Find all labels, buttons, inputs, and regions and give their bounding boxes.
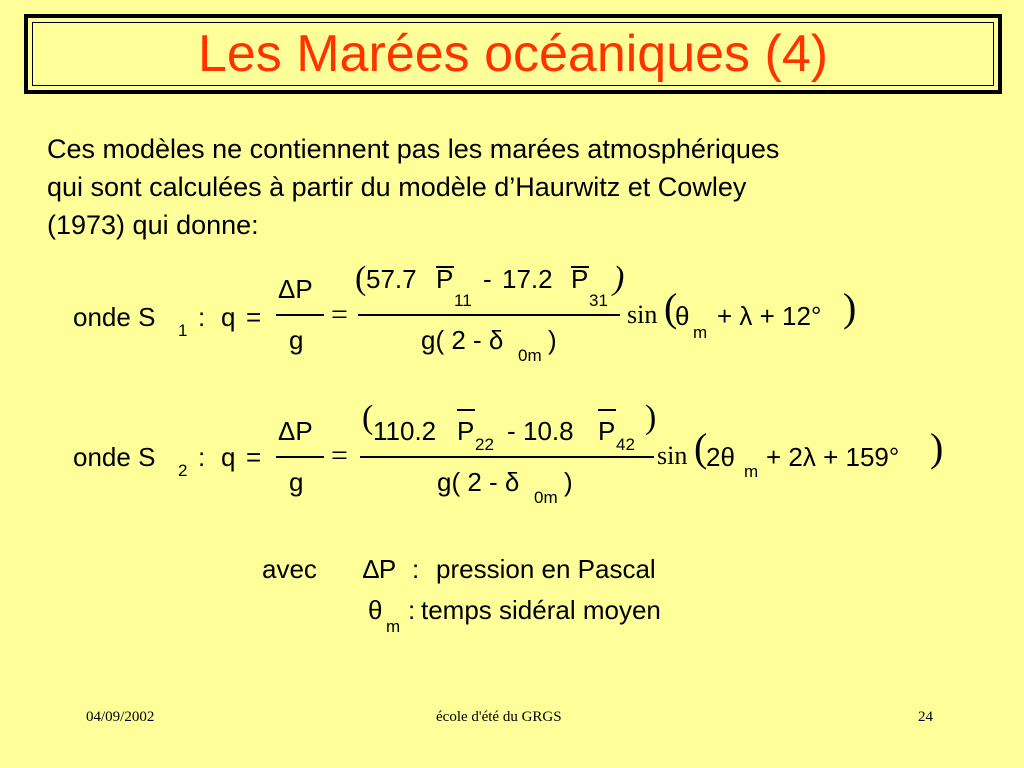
eq2-num-b: 10.8 xyxy=(523,416,574,446)
eq2-label-sub: 2 xyxy=(178,461,188,480)
eq2-num-open-paren: ( xyxy=(362,399,374,436)
eq1-num-close-paren: ) xyxy=(613,260,625,297)
eq2-overbar-b xyxy=(598,409,616,411)
eq2-delta-p: ΔP xyxy=(278,416,313,446)
eq2-q: q xyxy=(221,442,236,472)
eq2-theta-sub: m xyxy=(744,462,759,481)
eq2-sin: sin xyxy=(657,441,688,470)
eq1-sub-a: 11 xyxy=(454,291,472,310)
eq2-p-b: P xyxy=(598,416,616,446)
legend-sidereal-desc: temps sidéral moyen xyxy=(421,595,661,625)
eq2-label: onde S xyxy=(73,442,156,472)
eq1-frac1-bar xyxy=(276,314,324,316)
eq2-g: g xyxy=(289,467,304,497)
eq2-colon: : xyxy=(198,442,206,472)
eq1-sin: sin xyxy=(627,300,658,329)
eq2-denominator: g( 2 - δ xyxy=(437,467,520,497)
legend-colon-1: : xyxy=(412,554,420,584)
legend-colon-2: : xyxy=(408,595,416,625)
eq1-sin-close-paren: ) xyxy=(843,285,857,330)
eq2-frac2-bar xyxy=(360,456,654,458)
legend-delta-p: ∆P xyxy=(363,554,397,584)
eq1-p-b: P xyxy=(571,264,589,294)
eq1-label-sub: 1 xyxy=(178,321,188,340)
eq1-num-open-paren: ( xyxy=(355,260,367,297)
eq2-num-a: 110.2 xyxy=(373,416,437,446)
intro-line-3: (1973) qui donne: xyxy=(47,210,259,240)
eq1-sin-open-paren: ( xyxy=(664,285,678,330)
eq1-sub-b: 31 xyxy=(589,291,608,310)
eq1-q: q xyxy=(221,302,236,332)
legend-theta: θ xyxy=(368,595,383,625)
eq2-den-close: ) xyxy=(564,467,573,497)
eq2-rest: + 2λ + 159° xyxy=(766,442,900,472)
eq2-sub-b: 42 xyxy=(616,435,635,454)
eq1-rest: + λ + 12° xyxy=(717,301,822,331)
legend-theta-sub: m xyxy=(386,617,401,636)
eq2-sin-close-paren: ) xyxy=(930,425,944,470)
legend-avec: avec xyxy=(262,554,317,584)
title-frame xyxy=(24,14,1002,94)
eq1-label: onde S xyxy=(73,302,156,332)
eq2-equals-2: = xyxy=(331,439,348,472)
eq2-overbar-a xyxy=(457,409,475,411)
eq2-den-sub: 0m xyxy=(534,488,558,507)
eq2-theta: 2θ xyxy=(706,442,735,472)
eq1-den-close: ) xyxy=(548,325,557,355)
eq2-minus: - xyxy=(507,416,516,446)
intro-line-1: Ces modèles ne contiennent pas les marées atmosphériques xyxy=(47,134,780,164)
footer-date: 04/09/2002 xyxy=(86,709,155,725)
eq1-colon: : xyxy=(198,302,206,332)
slide-title: Les Marées océaniques (4) xyxy=(197,25,829,83)
eq1-p-a: P xyxy=(436,264,454,294)
footer-center-text: école d'été du GRGS xyxy=(436,709,562,725)
eq1-equals: = xyxy=(246,302,262,332)
eq1-frac2-bar xyxy=(358,314,620,316)
intro-paragraph xyxy=(47,130,987,244)
eq2-equals: = xyxy=(246,442,262,472)
eq2-frac1-bar xyxy=(276,456,324,458)
eq1-minus: - xyxy=(483,264,492,294)
eq2-sin-open-paren: ( xyxy=(694,425,708,470)
eq2-p-a: P xyxy=(457,416,475,446)
eq1-theta-sub: m xyxy=(693,323,708,342)
intro-line-2: qui sont calculées à partir du modèle d’Haurwitz et Cowley xyxy=(47,172,747,202)
eq2-num-close-paren: ) xyxy=(645,399,657,436)
eq2-sub-a: 22 xyxy=(475,435,494,454)
eq1-denominator: g( 2 - δ xyxy=(421,325,504,355)
footer-page-number: 24 xyxy=(918,709,933,725)
eq1-theta: θ xyxy=(675,301,690,331)
eq1-equals-2: = xyxy=(331,298,348,331)
legend-pressure-desc: pression en Pascal xyxy=(436,554,656,584)
eq1-num-a: 57.7 xyxy=(366,264,417,294)
eq1-den-sub: 0m xyxy=(518,346,542,365)
eq1-g: g xyxy=(289,325,304,355)
eq1-delta-p: ΔP xyxy=(278,274,313,304)
eq1-num-b: 17.2 xyxy=(502,264,553,294)
